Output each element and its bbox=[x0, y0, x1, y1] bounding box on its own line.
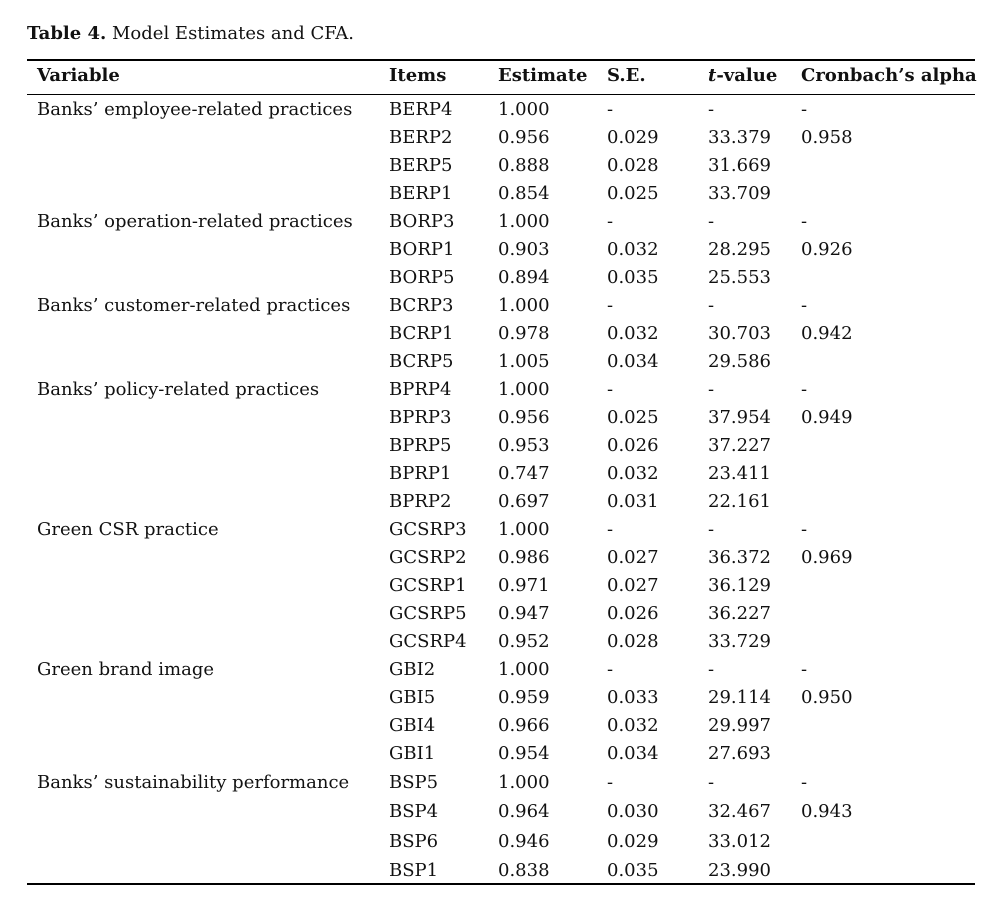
variable-cell: Banks’ sustainability performance bbox=[37, 772, 350, 794]
item-cell: BCRP1 bbox=[389, 323, 454, 344]
cronbach-alpha-cell: - bbox=[801, 211, 808, 232]
item-cell: GBI5 bbox=[389, 687, 436, 708]
t-value-cell: - bbox=[708, 772, 715, 794]
item-cell: BPRP1 bbox=[389, 463, 452, 484]
estimate-cell: 1.000 bbox=[498, 99, 550, 120]
estimate-cell: 0.888 bbox=[498, 155, 550, 176]
se-cell: 0.028 bbox=[607, 631, 659, 652]
table-header-rule bbox=[27, 94, 975, 95]
se-cell: 0.032 bbox=[607, 715, 659, 736]
t-value-cell: 37.954 bbox=[708, 407, 771, 428]
variable-cell: Banks’ customer-related practices bbox=[37, 295, 351, 316]
se-cell: 0.034 bbox=[607, 743, 659, 764]
se-cell: 0.032 bbox=[607, 463, 659, 484]
cronbach-alpha-cell: 0.969 bbox=[801, 547, 853, 568]
estimate-cell: 0.854 bbox=[498, 183, 550, 204]
cronbach-alpha-cell: - bbox=[801, 295, 808, 316]
item-cell: GCSRP2 bbox=[389, 547, 467, 568]
se-cell: 0.035 bbox=[607, 267, 659, 288]
item-cell: BERP2 bbox=[389, 127, 453, 148]
t-value-cell: - bbox=[708, 295, 715, 316]
se-cell: - bbox=[607, 99, 614, 120]
se-cell: - bbox=[607, 659, 614, 680]
estimate-cell: 0.953 bbox=[498, 435, 550, 456]
table-caption-text: Model Estimates and CFA. bbox=[106, 23, 354, 44]
estimate-cell: 0.971 bbox=[498, 575, 550, 596]
t-value-cell: 36.372 bbox=[708, 547, 771, 568]
item-cell: BPRP5 bbox=[389, 435, 452, 456]
cronbach-alpha-cell: 0.958 bbox=[801, 127, 853, 148]
item-cell: GBI2 bbox=[389, 659, 436, 680]
cronbach-alpha-cell: - bbox=[801, 659, 808, 680]
item-cell: GBI4 bbox=[389, 715, 436, 736]
variable-cell: Banks’ employee-related practices bbox=[37, 99, 353, 120]
estimate-cell: 0.956 bbox=[498, 407, 550, 428]
estimate-cell: 0.964 bbox=[498, 801, 550, 823]
se-cell: 0.026 bbox=[607, 435, 659, 456]
t-value-cell: 25.553 bbox=[708, 267, 771, 288]
cronbach-alpha-cell: 0.926 bbox=[801, 239, 853, 260]
se-cell: - bbox=[607, 295, 614, 316]
t-value-cell: 33.012 bbox=[708, 830, 771, 852]
estimate-cell: 1.000 bbox=[498, 295, 550, 316]
estimate-cell: 0.894 bbox=[498, 267, 550, 288]
estimate-cell: 0.697 bbox=[498, 491, 550, 512]
se-cell: 0.030 bbox=[607, 801, 659, 823]
item-cell: BCRP5 bbox=[389, 351, 454, 372]
variable-cell: Green brand image bbox=[37, 659, 215, 680]
cronbach-alpha-cell: 0.942 bbox=[801, 323, 853, 344]
item-cell: BERP5 bbox=[389, 155, 453, 176]
se-cell: 0.035 bbox=[607, 859, 659, 881]
t-value-cell: 33.379 bbox=[708, 127, 771, 148]
t-value-cell: 36.129 bbox=[708, 575, 771, 596]
estimate-cell: 0.959 bbox=[498, 687, 550, 708]
t-value-cell: 37.227 bbox=[708, 435, 771, 456]
item-cell: BSP5 bbox=[389, 772, 439, 794]
header-cronbach-alpha: Cronbach’s alpha bbox=[801, 65, 977, 86]
cronbach-alpha-cell: - bbox=[801, 379, 808, 400]
t-value-cell: - bbox=[708, 519, 715, 540]
se-cell: 0.034 bbox=[607, 351, 659, 372]
se-cell: 0.026 bbox=[607, 603, 659, 624]
table-top-rule bbox=[27, 59, 975, 61]
t-value-cell: 36.227 bbox=[708, 603, 771, 624]
estimate-cell: 1.000 bbox=[498, 211, 550, 232]
item-cell: BSP1 bbox=[389, 859, 439, 881]
t-value-cell: 23.990 bbox=[708, 859, 771, 881]
t-value-cell: 22.161 bbox=[708, 491, 771, 512]
t-value-cell: 29.997 bbox=[708, 715, 771, 736]
estimate-cell: 1.000 bbox=[498, 772, 550, 794]
t-value-cell: 30.703 bbox=[708, 323, 771, 344]
estimate-cell: 0.947 bbox=[498, 603, 550, 624]
estimate-cell: 0.954 bbox=[498, 743, 550, 764]
table-bottom-rule bbox=[27, 883, 975, 885]
t-value-cell: 27.693 bbox=[708, 743, 771, 764]
se-cell: 0.032 bbox=[607, 239, 659, 260]
se-cell: 0.029 bbox=[607, 127, 659, 148]
item-cell: BPRP2 bbox=[389, 491, 452, 512]
cronbach-alpha-cell: - bbox=[801, 772, 808, 794]
variable-cell: Banks’ policy-related practices bbox=[37, 379, 320, 400]
item-cell: BORP1 bbox=[389, 239, 455, 260]
t-value-cell: 31.669 bbox=[708, 155, 771, 176]
item-cell: GCSRP4 bbox=[389, 631, 467, 652]
se-cell: - bbox=[607, 519, 614, 540]
header-se: S.E. bbox=[607, 65, 646, 86]
estimate-cell: 0.946 bbox=[498, 830, 550, 852]
header-variable: Variable bbox=[37, 65, 120, 86]
cronbach-alpha-cell: 0.949 bbox=[801, 407, 853, 428]
se-cell: 0.029 bbox=[607, 830, 659, 852]
variable-cell: Banks’ operation-related practices bbox=[37, 211, 353, 232]
estimate-cell: 0.838 bbox=[498, 859, 550, 881]
t-value-cell: - bbox=[708, 99, 715, 120]
t-value-cell: - bbox=[708, 211, 715, 232]
t-value-cell: 29.114 bbox=[708, 687, 771, 708]
se-cell: - bbox=[607, 211, 614, 232]
estimate-cell: 1.000 bbox=[498, 519, 550, 540]
item-cell: BPRP3 bbox=[389, 407, 452, 428]
table-caption bbox=[27, 22, 354, 46]
header-t-value bbox=[708, 62, 777, 90]
item-cell: GCSRP3 bbox=[389, 519, 467, 540]
estimate-cell: 0.747 bbox=[498, 463, 550, 484]
se-cell: 0.033 bbox=[607, 687, 659, 708]
item-cell: GBI1 bbox=[389, 743, 436, 764]
estimate-cell: 1.000 bbox=[498, 379, 550, 400]
header-items: Items bbox=[389, 65, 447, 86]
cronbach-alpha-cell: 0.950 bbox=[801, 687, 853, 708]
cronbach-alpha-cell: 0.943 bbox=[801, 801, 853, 823]
item-cell: BERP4 bbox=[389, 99, 453, 120]
item-cell: BORP5 bbox=[389, 267, 455, 288]
estimate-cell: 0.952 bbox=[498, 631, 550, 652]
item-cell: BSP6 bbox=[389, 830, 439, 852]
se-cell: - bbox=[607, 379, 614, 400]
item-cell: BSP4 bbox=[389, 801, 439, 823]
t-value-cell: - bbox=[708, 659, 715, 680]
se-cell: 0.027 bbox=[607, 575, 659, 596]
se-cell: 0.025 bbox=[607, 407, 659, 428]
estimate-cell: 0.986 bbox=[498, 547, 550, 568]
estimate-cell: 1.005 bbox=[498, 351, 550, 372]
t-value-cell: 32.467 bbox=[708, 801, 771, 823]
t-value-cell: - bbox=[708, 379, 715, 400]
estimate-cell: 0.966 bbox=[498, 715, 550, 736]
t-value-cell: 23.411 bbox=[708, 463, 771, 484]
item-cell: BERP1 bbox=[389, 183, 453, 204]
se-cell: - bbox=[607, 772, 614, 794]
cronbach-alpha-cell: - bbox=[801, 99, 808, 120]
variable-cell: Green CSR practice bbox=[37, 519, 219, 540]
se-cell: 0.028 bbox=[607, 155, 659, 176]
header-t-italic: t bbox=[708, 65, 717, 86]
item-cell: BCRP3 bbox=[389, 295, 454, 316]
t-value-cell: 29.586 bbox=[708, 351, 771, 372]
cronbach-alpha-cell: - bbox=[801, 519, 808, 540]
se-cell: 0.032 bbox=[607, 323, 659, 344]
t-value-cell: 28.295 bbox=[708, 239, 771, 260]
se-cell: 0.025 bbox=[607, 183, 659, 204]
header-t-rest: -value bbox=[716, 65, 778, 86]
item-cell: GCSRP1 bbox=[389, 575, 467, 596]
estimate-cell: 0.978 bbox=[498, 323, 550, 344]
se-cell: 0.027 bbox=[607, 547, 659, 568]
estimate-cell: 0.903 bbox=[498, 239, 550, 260]
item-cell: BORP3 bbox=[389, 211, 455, 232]
estimate-cell: 1.000 bbox=[498, 659, 550, 680]
item-cell: GCSRP5 bbox=[389, 603, 467, 624]
t-value-cell: 33.729 bbox=[708, 631, 771, 652]
header-estimate: Estimate bbox=[498, 65, 588, 86]
estimate-cell: 0.956 bbox=[498, 127, 550, 148]
se-cell: 0.031 bbox=[607, 491, 659, 512]
t-value-cell: 33.709 bbox=[708, 183, 771, 204]
item-cell: BPRP4 bbox=[389, 379, 452, 400]
table-caption-label: Table 4. bbox=[27, 23, 107, 44]
